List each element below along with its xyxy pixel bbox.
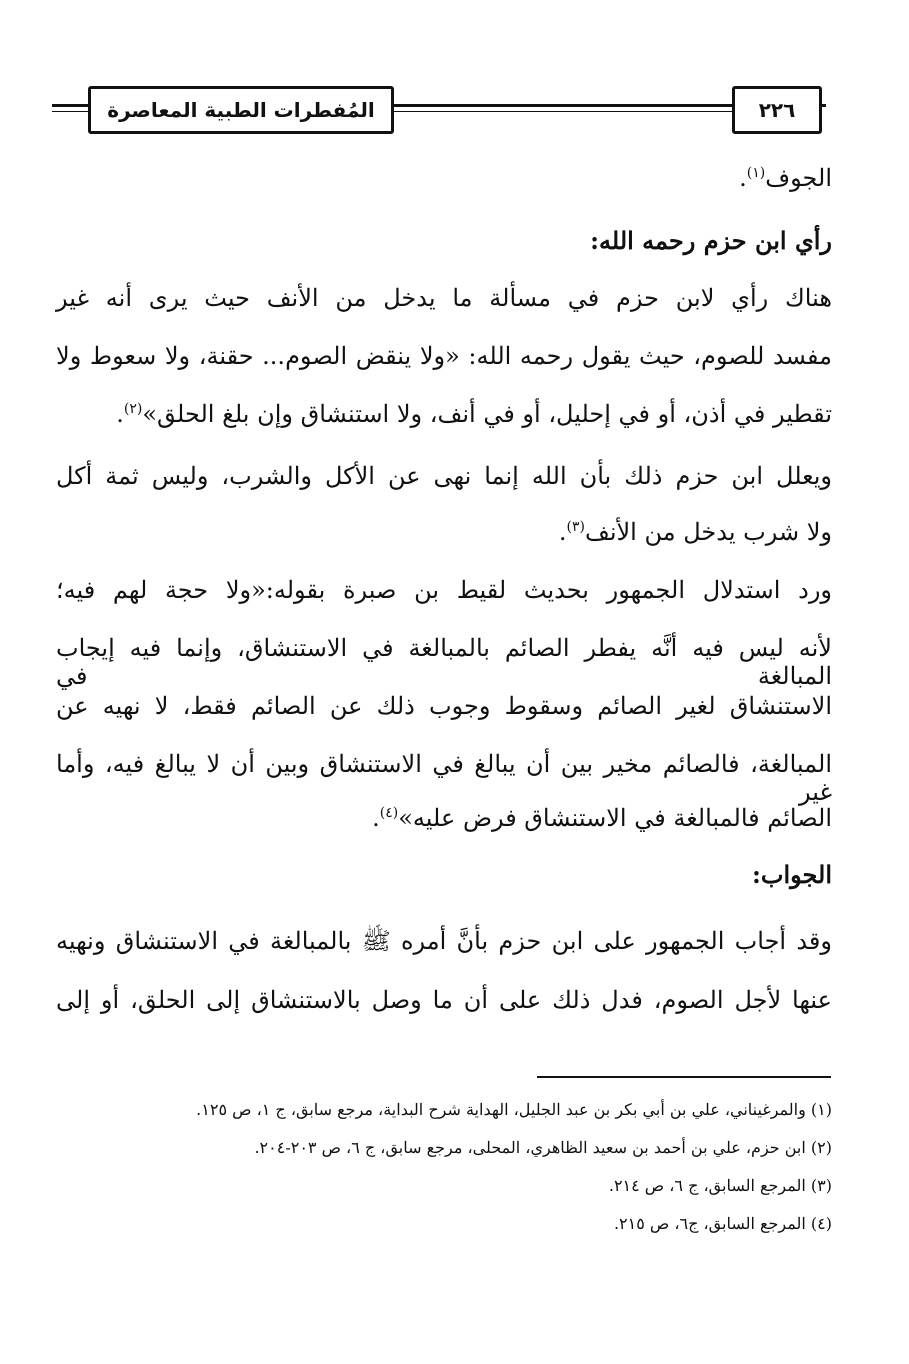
footnote-separator: [537, 1076, 831, 1078]
footnote-ref: (٢): [123, 401, 143, 417]
footnote-ref: (٤): [379, 805, 399, 821]
page-header: [52, 84, 824, 134]
footnote: (٤) المرجع السابق، ج٦، ص ٢١٥.: [613, 1214, 832, 1233]
page-number: ٢٢٦: [732, 86, 822, 134]
section-heading: الجواب:: [752, 860, 832, 889]
paragraph-line: المبالغة، فالصائم مخير بين أن يبالغ في الاستنشاق وبين أن لا يبالغ فيه، وأما غير: [56, 750, 832, 806]
line-text: الجوف: [765, 164, 832, 192]
paragraph-line-last: تقطير في أذن، أو في إحليل، أو في أنف، ولا استنشاق وإن بلغ الحلق»$^{(٢)}$.: [116, 400, 832, 428]
section-heading: رأي ابن حزم رحمه الله:: [590, 226, 832, 255]
paragraph-line-last: الصائم فالمبالغة في الاستنشاق فرض عليه»$^{(٤)}$.: [372, 804, 832, 832]
footnote-ref: (١): [746, 165, 766, 181]
paragraph-line-last: ولا شرب يدخل من الأنف$^{(٣)}$.: [558, 518, 832, 546]
paragraph-line: عنها لأجل الصوم، فدل ذلك على أن ما وصل بالاستنشاق إلى الحلق، أو إلى: [56, 986, 832, 1014]
footnote: (٢) ابن حزم، علي بن أحمد بن سعيد الظاهري، المحلى، مرجع سابق، ج ٦، ص ٢٠٣-٢٠٤.: [254, 1138, 832, 1157]
line-text: تقطير في أذن، أو في إحليل، أو في أنف، ولا استنشاق وإن بلغ الحلق»: [142, 400, 832, 428]
header-rule-middle: [388, 104, 734, 107]
footnote: (١) والمرغيناني، علي بن أبي بكر بن عبد الجليل، الهداية شرح البداية، مرجع سابق، ج ١، ص ١٢٥.: [196, 1100, 832, 1119]
paragraph-line: الاستنشاق لغير الصائم وسقوط وجوب ذلك عن الصائم فقط، لا نهيه عن: [56, 692, 832, 720]
line-text: الصائم فالمبالغة في الاستنشاق فرض عليه»: [398, 804, 832, 832]
running-title: المُفطرات الطبية المعاصرة: [88, 86, 394, 134]
paragraph-line: ويعلل ابن حزم ذلك بأن الله إنما نهى عن الأكل والشرب، وليس ثمة أكل: [56, 462, 832, 490]
paragraph-line: لأنه ليس فيه أنَّه يفطر الصائم بالمبالغة في الاستنشاق، وإنما فيه إيجاب المبالغة في: [56, 634, 832, 690]
paragraph-line: ورد استدلال الجمهور بحديث لقيط بن صبرة بقوله:«ولا حجة لهم فيه؛: [56, 576, 832, 604]
footnote-ref: (٣): [566, 519, 585, 535]
header-rule-middle-thin: [388, 111, 734, 112]
header-rule-left-thin: [52, 111, 92, 112]
footnote: (٣) المرجع السابق، ج ٦، ص ٢١٤.: [608, 1176, 832, 1195]
paragraph-line: هناك رأي لابن حزم في مسألة ما يدخل من الأنف حيث يرى أنه غير: [56, 284, 832, 312]
line-text: ولا شرب يدخل من الأنف: [584, 518, 832, 546]
paragraph-line: وقد أجاب الجمهور على ابن حزم بأنَّ أمره ﷺ بالمبالغة في الاستنشاق ونهيه: [56, 927, 832, 955]
text-line: الجوف$^{(١)}$.: [739, 164, 832, 192]
header-rule-left: [52, 104, 92, 107]
paragraph-line: مفسد للصوم، حيث يقول رحمه الله: «ولا ينقض الصوم... حقنة، ولا سعوط ولا: [56, 342, 832, 370]
